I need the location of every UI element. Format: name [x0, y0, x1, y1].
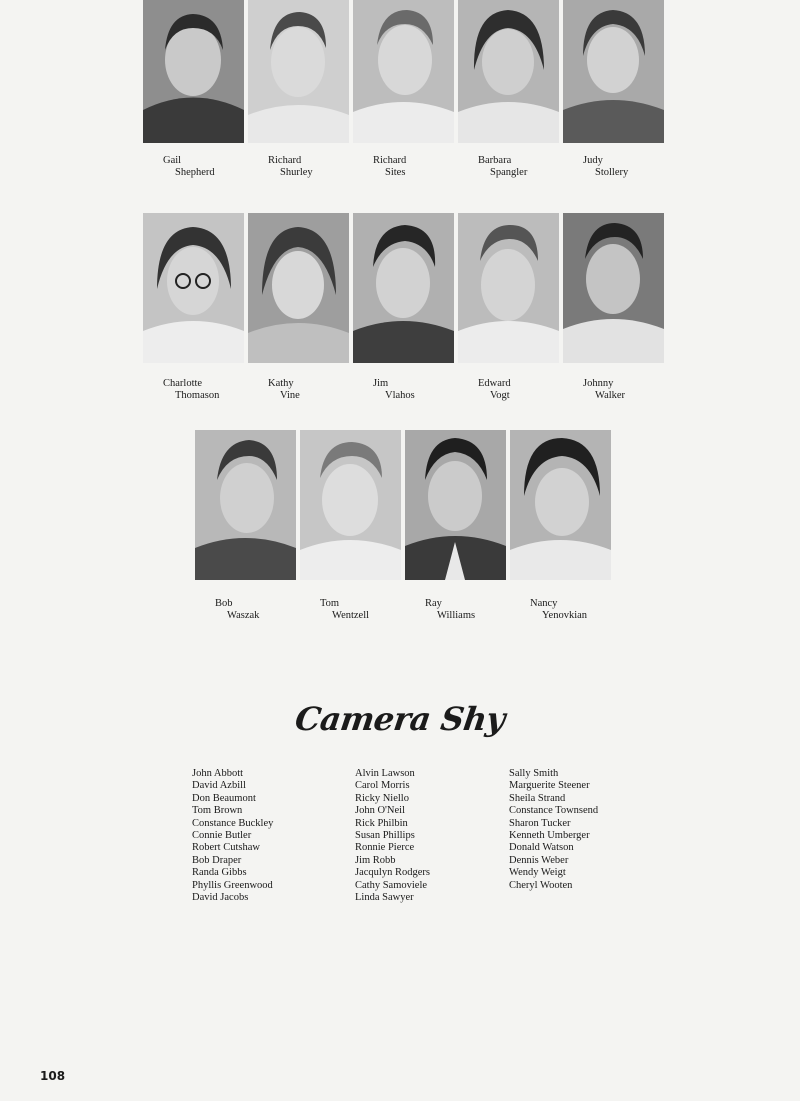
student-name: Nancy Yenovkian — [530, 598, 588, 621]
list-item: Donald Watson — [509, 842, 574, 854]
portrait-photo — [351, 0, 456, 143]
portrait-photo — [508, 430, 613, 580]
portrait-card — [508, 430, 613, 621]
list-item: Robert Cutshaw — [192, 842, 260, 854]
portrait-card — [561, 213, 666, 401]
portrait-card — [456, 213, 561, 401]
portrait-photo — [561, 0, 666, 143]
list-item: Phyllis Greenwood — [192, 879, 273, 891]
camera-shy-list — [192, 768, 672, 904]
camera-shy-column-2 — [355, 768, 509, 904]
list-item: Sally Smith — [509, 768, 559, 779]
list-item: Susan Phillips — [355, 830, 415, 842]
portrait-photo — [403, 430, 508, 580]
portrait-photo — [141, 0, 246, 143]
portrait-photo — [193, 430, 298, 580]
portrait-card — [561, 0, 666, 178]
portrait-photo — [456, 0, 561, 143]
student-name: Judy Stollery — [583, 155, 629, 178]
page-number: 108 — [40, 1069, 66, 1083]
portrait-card — [351, 213, 456, 401]
list-item: Don Beaumont — [192, 792, 256, 804]
portrait-photo — [141, 213, 246, 363]
portrait-card — [246, 213, 351, 401]
student-name: Richard Shurley — [268, 155, 313, 178]
portrait-card — [351, 0, 456, 178]
list-item: Kenneth Umberger — [509, 830, 590, 842]
portrait-card — [193, 430, 298, 621]
list-item: Constance Townsend — [509, 805, 599, 817]
portrait-row-1 — [141, 0, 666, 178]
student-name: Charlotte Thomason — [163, 378, 220, 401]
list-item: Wendy Weigt — [509, 867, 566, 879]
portrait-card — [141, 0, 246, 178]
portrait-card — [403, 430, 508, 621]
list-item: Carol Morris — [355, 780, 410, 792]
portrait-photo — [246, 213, 351, 363]
list-item: Bob Draper — [192, 854, 242, 866]
portrait-row-2 — [141, 213, 666, 401]
list-item: Dennis Weber — [509, 854, 569, 866]
list-item: Ricky Niello — [355, 792, 409, 804]
list-item: Jacqulyn Rodgers — [355, 867, 430, 879]
student-name: Bob Waszak — [215, 598, 260, 621]
portrait-photo — [246, 0, 351, 143]
student-name: Johnny Walker — [583, 378, 626, 401]
list-item: Constance Buckley — [192, 817, 274, 829]
student-name: Kathy Vine — [268, 378, 300, 401]
list-item: Ronnie Pierce — [355, 842, 415, 854]
list-item: Marguerite Steener — [509, 780, 590, 792]
student-name: Barbara Spangler — [478, 155, 528, 178]
list-item: David Jacobs — [192, 892, 249, 904]
student-name: Tom Wentzell — [320, 598, 370, 621]
list-item: Cheryl Wooten — [509, 879, 573, 891]
portrait-photo — [561, 213, 666, 363]
list-item: Sharon Tucker — [509, 817, 571, 829]
list-item: Connie Butler — [192, 830, 252, 842]
student-name: Jim Vlahos — [373, 378, 415, 401]
list-item: Sheila Strand — [509, 792, 566, 804]
list-item: Tom Brown — [192, 805, 243, 817]
list-item: Cathy Samoviele — [355, 879, 428, 891]
camera-shy-title: Camera Shy — [292, 700, 508, 738]
list-item: David Azbill — [192, 780, 246, 792]
portrait-row-3 — [193, 430, 613, 621]
camera-shy-column-3 — [509, 768, 672, 904]
portrait-card — [456, 0, 561, 178]
list-item: Linda Sawyer — [355, 892, 414, 904]
portrait-card — [141, 213, 246, 401]
portrait-card — [246, 0, 351, 178]
portrait-photo — [456, 213, 561, 363]
list-item: John O'Neil — [355, 805, 406, 817]
list-item: Rick Philbin — [355, 817, 408, 829]
portrait-photo — [298, 430, 403, 580]
list-item: Alvin Lawson — [355, 768, 415, 779]
list-item: Randa Gibbs — [192, 867, 247, 879]
student-name: Edward Vogt — [478, 378, 511, 401]
student-name: Richard Sites — [373, 155, 407, 178]
portrait-card — [298, 430, 403, 621]
list-item: Jim Robb — [355, 854, 396, 866]
camera-shy-column-1 — [192, 768, 355, 904]
portrait-photo — [351, 213, 456, 363]
student-name: Ray Williams — [425, 598, 476, 621]
list-item: John Abbott — [192, 768, 244, 779]
student-name: Gail Shepherd — [163, 155, 215, 178]
